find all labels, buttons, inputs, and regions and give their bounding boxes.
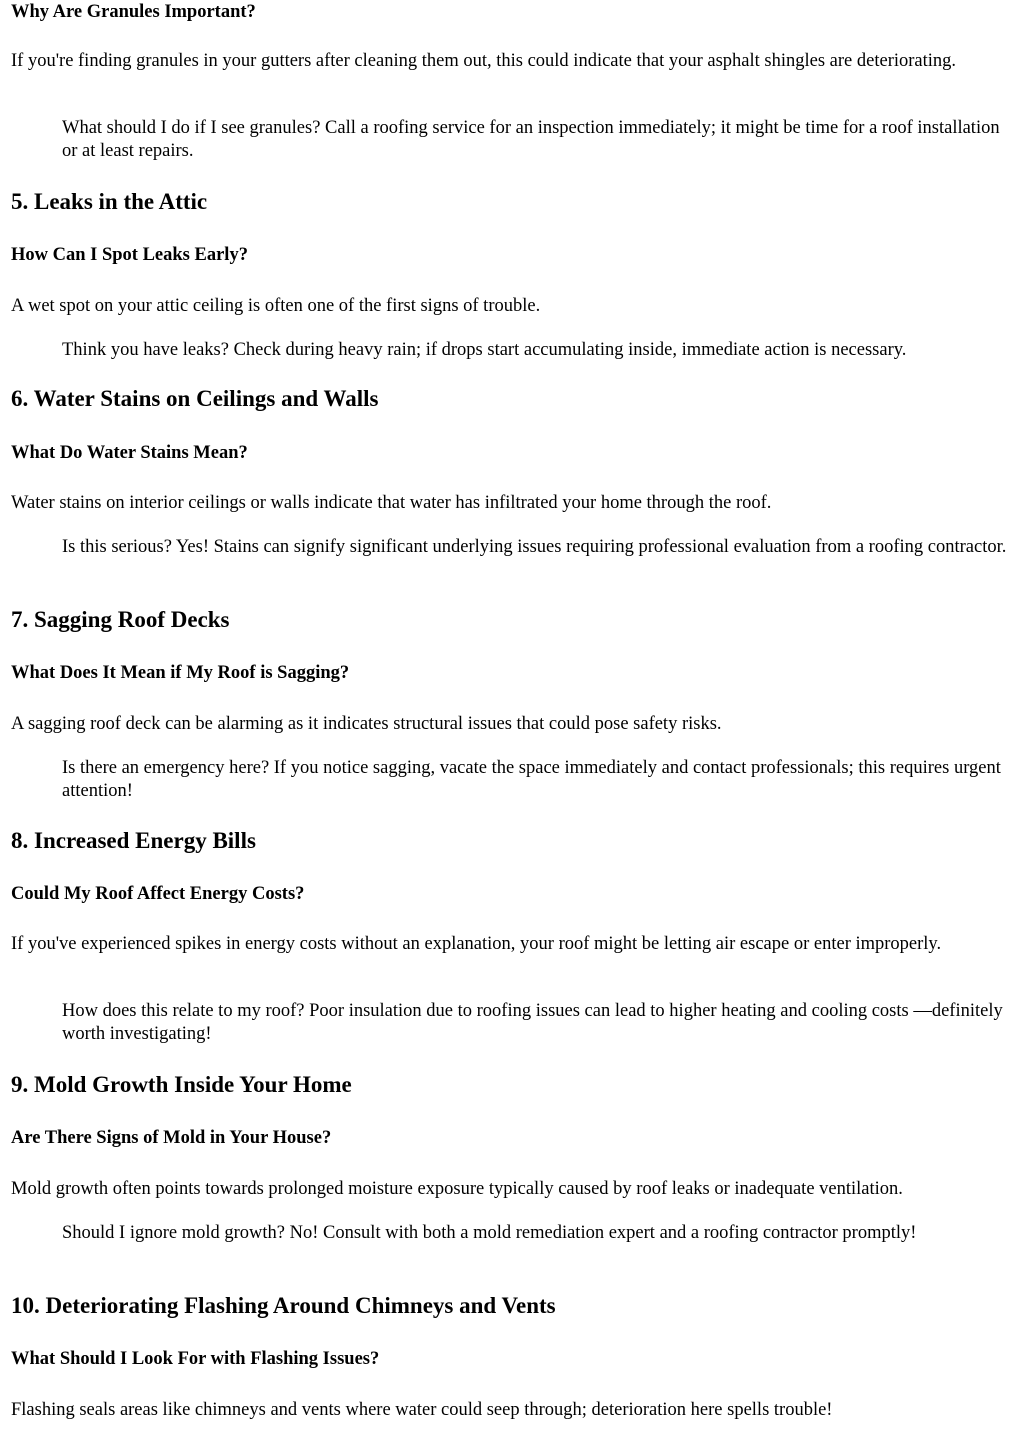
- section-quote: Should I ignore mold growth? No! Consult with both a mold remediation expert and a roofing contractor promptly!: [62, 1223, 917, 1243]
- section-quote: Is there an emergency here? If you notice sagging, vacate the space immediately and contact professionals; this requires urgent attention!: [62, 758, 1001, 801]
- section-question: Why Are Granules Important?: [11, 2, 256, 22]
- section-paragraph: Water stains on interior ceilings or walls indicate that water has infiltrated your home through the roof.: [11, 493, 772, 513]
- section-paragraph: A wet spot on your attic ceiling is often one of the first signs of trouble.: [11, 296, 541, 316]
- section-title: 6. Water Stains on Ceilings and Walls: [11, 386, 379, 411]
- section-paragraph: Flashing seals areas like chimneys and vents where water could seep through; deterioration here spells trouble!: [11, 1400, 833, 1420]
- section-paragraph: Mold growth often points towards prolonged moisture exposure typically caused by roof leaks or inadequate ventilation.: [11, 1179, 903, 1199]
- section-quote: Think you have leaks? Check during heavy rain; if drops start accumulating inside, immediate action is necessary.: [62, 340, 907, 360]
- section-question: What Should I Look For with Flashing Issues?: [11, 1349, 380, 1369]
- section-quote: Is this serious? Yes! Stains can signify significant underlying issues requiring professional evaluation from a roofing contractor.: [62, 537, 1007, 557]
- section-question: How Can I Spot Leaks Early?: [11, 245, 248, 265]
- section-question: Are There Signs of Mold in Your House?: [11, 1128, 332, 1148]
- section-quote: What should I do if I see granules? Call a roofing service for an inspection immediately; it might be time for a roof installation or at least repairs.: [62, 118, 1000, 161]
- section-paragraph: A sagging roof deck can be alarming as it indicates structural issues that could pose safety risks.: [11, 714, 722, 734]
- section-title: 9. Mold Growth Inside Your Home: [11, 1072, 352, 1097]
- section-paragraph: If you've experienced spikes in energy costs without an explanation, your roof might be letting air escape or enter improperly.: [11, 934, 942, 954]
- section-title: 7. Sagging Roof Decks: [11, 607, 230, 632]
- section-paragraph: If you're finding granules in your gutters after cleaning them out, this could indicate that your asphalt shingles are deteriorating.: [11, 51, 957, 71]
- section-question: Could My Roof Affect Energy Costs?: [11, 884, 305, 904]
- section-title: 8. Increased Energy Bills: [11, 828, 256, 853]
- section-title: 10. Deteriorating Flashing Around Chimneys and Vents: [11, 1293, 556, 1318]
- section-quote: How does this relate to my roof? Poor insulation due to roofing issues can lead to higher heating and cooling costs —definitely worth investigating!: [62, 1001, 1003, 1044]
- section-title: 5. Leaks in the Attic: [11, 189, 208, 214]
- section-question: What Does It Mean if My Roof is Sagging?: [11, 663, 350, 683]
- section-question: What Do Water Stains Mean?: [11, 443, 248, 463]
